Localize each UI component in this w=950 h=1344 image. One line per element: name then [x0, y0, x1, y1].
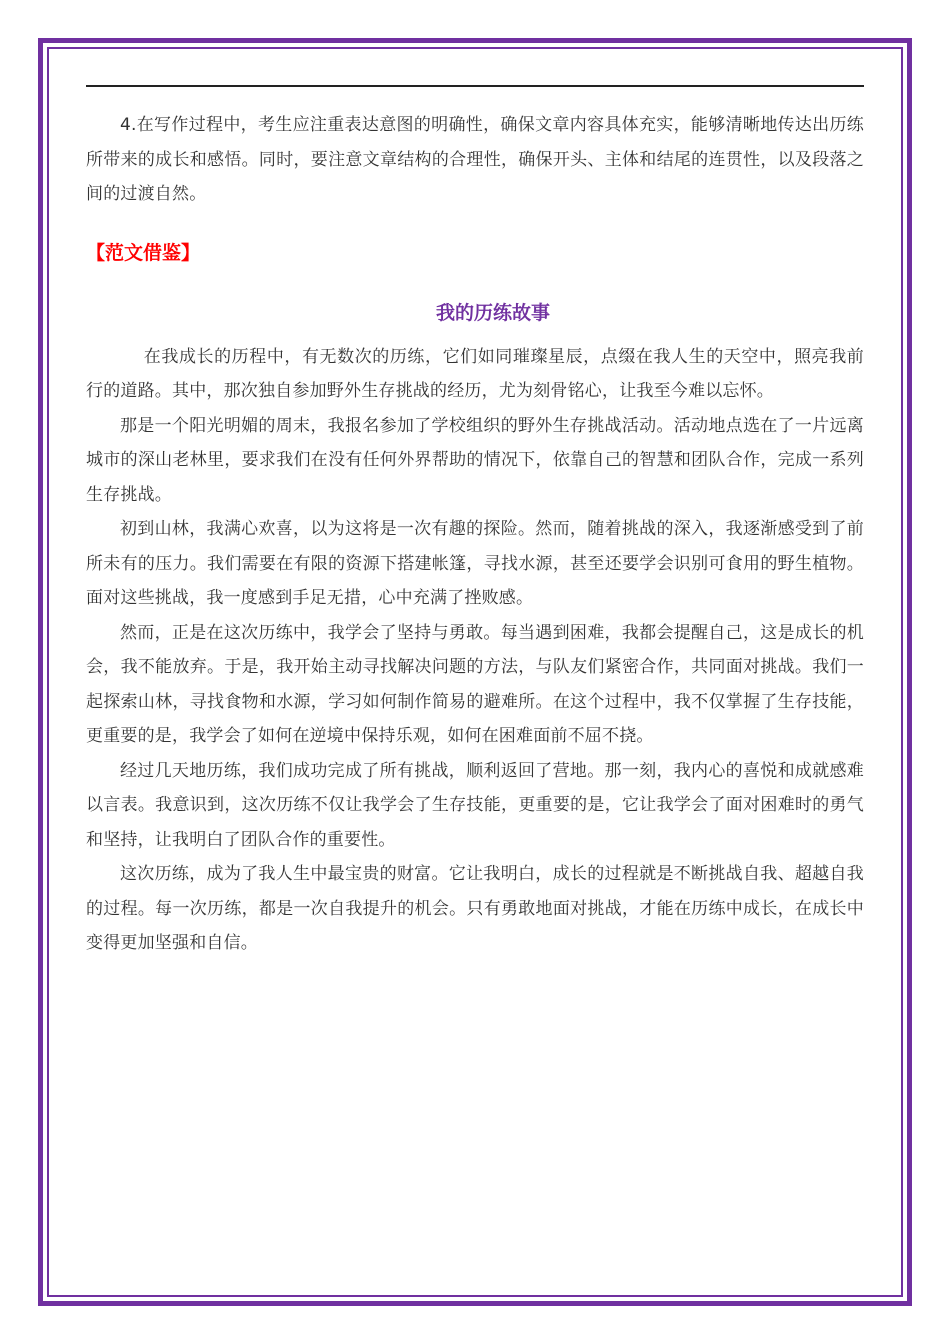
tip-number: 4.	[120, 115, 137, 135]
tip-text: 在写作过程中，考生应注重表达意图的明确性，确保文章内容具体充实，能够清晰地传达出历练所带来的成长和感悟。同时，要注意文章结构的合理性，确保开头、主体和结尾的连贯性，以及段落之间的过渡自然。	[86, 115, 864, 204]
essay-paragraph: 然而，正是在这次历练中，我学会了坚持与勇敢。每当遇到困难，我都会提醒自己，这是成长的机会，我不能放弃。于是，我开始主动寻找解决问题的方法，与队友们紧密合作，共同面对挑战。我们一起探索山林，寻找食物和水源，学习如何制作简易的避难所。在这个过程中，我不仅掌握了生存技能，更重要的是，我学会了如何在逆境中保持乐观，如何在困难面前不屈不挠。	[86, 622, 864, 746]
section-label: 【范文借鉴】	[86, 241, 201, 264]
essay-title: 我的历练故事	[435, 301, 550, 324]
essay-paragraph: 在我成长的历程中，有无数次的历练，它们如同璀璨星辰，点缀在我人生的天空中，照亮我前行的道路。其中，那次独自参加野外生存挑战的经历，尤为刻骨铭心，让我至今难以忘怀。	[86, 346, 864, 401]
header-rule	[86, 85, 864, 87]
essay-paragraph: 这次历练，成为了我人生中最宝贵的财富。它让我明白，成长的过程就是不断挑战自我、超越自我的过程。每一次历练，都是一次自我提升的机会。只有勇敢地面对挑战，才能在历练中成长，在成长中变得更加坚强和自信。	[86, 864, 864, 953]
essay-paragraph: 那是一个阳光明媚的周末，我报名参加了学校组织的野外生存挑战活动。活动地点选在了一片远离城市的深山老林里，要求我们在没有任何外界帮助的情况下，依靠自己的智慧和团队合作，完成一系列生存挑战。	[86, 415, 864, 505]
document-body	[86, 108, 864, 961]
tip-paragraph-4	[86, 108, 864, 212]
essay-paragraph: 初到山林，我满心欢喜，以为这将是一次有趣的探险。然而，随着挑战的深入，我逐渐感受到了前所未有的压力。我们需要在有限的资源下搭建帐篷，寻找水源，甚至还要学会识别可食用的野生植物。面对这些挑战，我一度感到手足无措，心中充满了挫败感。	[86, 519, 864, 608]
essay-paragraph: 经过几天地历练，我们成功完成了所有挑战，顺利返回了营地。那一刻，我内心的喜悦和成就感难以言表。我意识到，这次历练不仅让我学会了生存技能，更重要的是，它让我学会了面对困难时的勇气和坚持，让我明白了团队合作的重要性。	[86, 760, 864, 850]
